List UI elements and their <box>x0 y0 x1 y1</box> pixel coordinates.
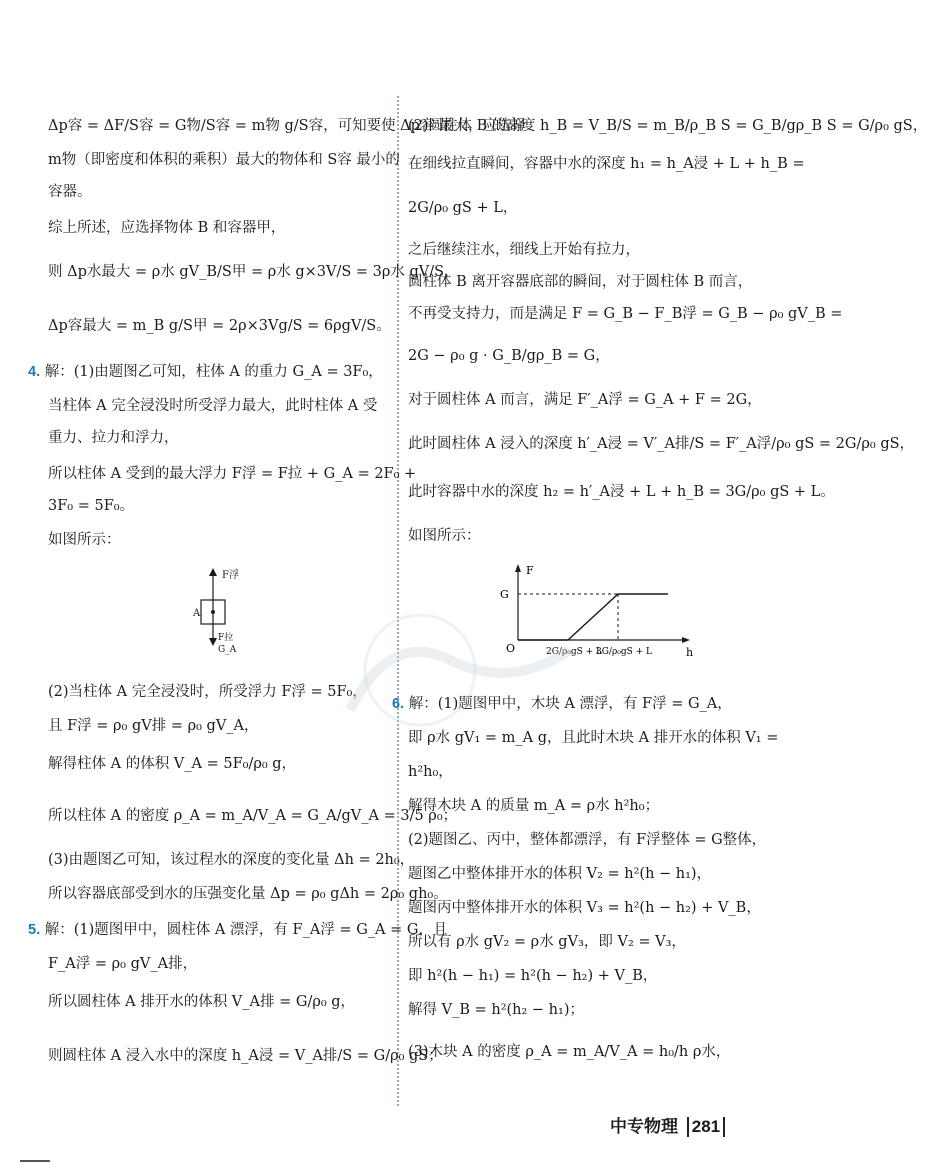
text-line: 如图所示： <box>408 528 481 544</box>
text-line: 此时容器中水的深度 h₂ = h′_A浸 + L + h_B = 3G/ρ₀ gS + L。 <box>408 484 835 500</box>
text-line: 解：(1)题图甲中，木块 A 漂浮，有 F浮 = G_A， <box>408 696 732 712</box>
buoyancy-arrowhead <box>209 568 217 576</box>
text-line: 3F₀ = 5F₀。 <box>48 498 135 514</box>
watermark-logo <box>330 590 590 750</box>
text-line: 题图丙中整体排开水的体积 V₃ = h²(h − h₂) + V_B， <box>408 900 761 916</box>
text-line: 重力、拉力和浮力， <box>48 430 179 446</box>
text-line: 解：(1)题图甲中，圆柱体 A 漂浮，有 F_A浮 = G_A = G，且 <box>44 922 448 938</box>
text-line: 则 Δp水最大 = ρ水 gV_B/S甲 = ρ水 g×3V/S = 3ρ水 gV/S， <box>48 264 459 280</box>
label-block: A <box>193 608 201 619</box>
label-tension: F拉 <box>218 633 234 643</box>
question-number: 6. <box>392 696 405 712</box>
y-tick-label: G <box>500 588 509 601</box>
text-line: 即 ρ水 gV₁ = m_A g，且此时木块 A 排开水的体积 V₁ = <box>408 730 779 746</box>
tension-arrowhead <box>209 638 217 646</box>
label-gravity: G_A <box>218 645 237 655</box>
text-line: 所以柱体 A 受到的最大浮力 F浮 = F拉 + G_A = 2F₀ + <box>48 466 417 482</box>
text-line: 所以容器底部受到水的压强变化量 Δp = ρ₀ gΔh = 2ρ₀ gh₀。 <box>48 886 448 902</box>
text-line: 容器。 <box>48 184 92 200</box>
text-line: 不再受支持力，而是满足 F = G_B − F_B浮 = G_B − ρ₀ gV_B = <box>408 306 843 322</box>
text-line: 此时圆柱体 A 浸入的深度 h′_A浸 = V′_A排/S = F′_A浮/ρ₀ gS = 2G/ρ₀ gS， <box>408 436 915 452</box>
x-axis-arrowhead <box>682 637 690 643</box>
text-line: F_A浮 = ρ₀ gV_A排， <box>48 956 198 972</box>
text-line: (2)当柱体 A 完全浸没时，所受浮力 F浮 = 5F₀， <box>48 684 367 700</box>
page-footer <box>610 1112 725 1137</box>
label-buoyancy: F浮 <box>222 570 239 581</box>
origin-label: O <box>506 642 516 655</box>
force-diagram <box>188 564 258 664</box>
question-number: 5. <box>28 922 41 938</box>
text-line: (3)由题图乙可知，该过程水的深度的变化量 Δh = 2h₀， <box>48 852 415 868</box>
question-block <box>28 362 383 382</box>
bottom-rule <box>20 1160 50 1162</box>
text-line: 如图所示： <box>48 532 121 548</box>
text-line: 所以圆柱体 A 排开水的体积 V_A排 = G/ρ₀ g， <box>48 994 356 1010</box>
text-line: (2)圆柱体 B 的高度 h_B = V_B/S = m_B/ρ_B S = G_B/gρ_B S = G/ρ₀ gS， <box>408 118 927 134</box>
text-line: 圆柱体 B 离开容器底部的瞬间，对于圆柱体 B 而言， <box>408 274 753 290</box>
y-axis-arrowhead <box>515 564 521 572</box>
text-line: h²h₀， <box>408 764 453 780</box>
text-line: (3)木块 A 的密度 ρ_A = m_A/V_A = h₀/h ρ水， <box>408 1044 731 1060</box>
text-line: 当柱体 A 完全浸没时所受浮力最大，此时柱体 A 受 <box>48 398 378 414</box>
text-line: 所以有 ρ水 gV₂ = ρ水 gV₃，即 V₂ = V₃， <box>408 934 686 950</box>
text-line: 之后继续注水，细线上开始有拉力， <box>408 242 640 258</box>
text-line: (2)题图乙、丙中，整体都漂浮，有 F浮整体 = G整体， <box>408 832 767 848</box>
text-line: 对于圆柱体 A 而言，满足 F′_A浮 = G_A + F = 2G， <box>408 392 762 408</box>
question-block <box>28 920 447 940</box>
text-line: 综上所述，应选择物体 B 和容器甲， <box>48 220 286 236</box>
text-line: 所以柱体 A 的密度 ρ_A = m_A/V_A = G_A/gV_A = 3/5 ρ₀； <box>48 808 458 824</box>
text-line: 解：(1)由题图乙可知，柱体 A 的重力 G_A = 3F₀， <box>44 364 383 380</box>
question-number: 4. <box>28 364 41 380</box>
text-line: 解得 V_B = h²(h₂ − h₁)； <box>408 1002 584 1018</box>
text-line: 且 F浮 = ρ₀ gV排 = ρ₀ gV_A， <box>48 718 259 734</box>
book-title: 中专物理 <box>610 1117 678 1136</box>
page-number: 281 <box>687 1117 725 1137</box>
text-line: 解得木块 A 的质量 m_A = ρ水 h²h₀； <box>408 798 660 814</box>
text-line: 解得柱体 A 的体积 V_A = 5F₀/ρ₀ g， <box>48 756 297 772</box>
y-axis-label: F <box>526 564 534 577</box>
x-axis-label: h <box>686 646 694 659</box>
text-line: 题图乙中整体排开水的体积 V₂ = h²(h − h₁)， <box>408 866 712 882</box>
text-line: Δp容最大 = m_B g/S甲 = 2ρ×3Vg/S = 6ρgV/S。 <box>48 318 391 334</box>
x-tick-label-1: 2G/ρ₀gS + L <box>546 647 603 657</box>
text-line: m物（即密度和体积的乘积）最大的物体和 S容 最小的 <box>48 152 400 168</box>
text-line: 2G/ρ₀ gS + L， <box>408 200 518 216</box>
text-line: 即 h²(h − h₁) = h²(h − h₂) + V_B， <box>408 968 658 984</box>
text-line: Δp容 = ΔF/S容 = G物/S容 = m物 g/S容，可知要使 Δp容 最大，应选择 <box>48 118 527 134</box>
x-tick-label-2: 3G/ρ₀gS + L <box>596 647 653 657</box>
text-line: 2G − ρ₀ g · G_B/gρ_B = G， <box>408 348 610 364</box>
text-line: 则圆柱体 A 浸入水中的深度 h_A浸 = V_A排/S = G/ρ₀ gS； <box>48 1048 443 1064</box>
text-line: 在细线拉直瞬间，容器中水的深度 h₁ = h_A浸 + L + h_B = <box>408 156 805 172</box>
